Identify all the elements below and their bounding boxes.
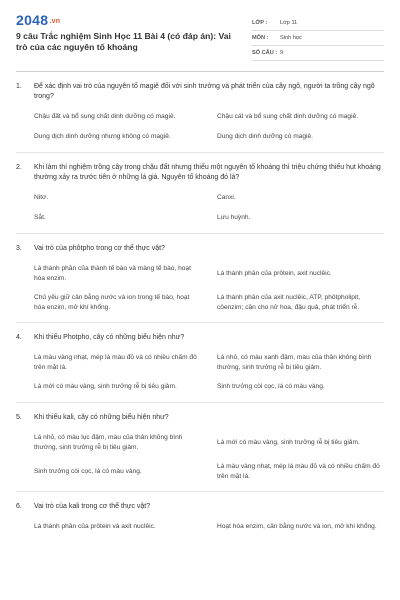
options — [16, 433, 384, 481]
question-divider — [16, 402, 384, 403]
option-d[interactable]: Lá màu vàng nhạt, mép lá màu đỏ và có nhiều chấm đỏ trên mặt lá. — [217, 463, 380, 480]
question-divider — [16, 233, 384, 234]
options — [16, 112, 384, 142]
page-header — [16, 12, 384, 61]
question-6 — [16, 502, 384, 532]
question-text: Vai trò của kali trong cơ thể thực vật? — [34, 503, 151, 510]
option-a[interactable]: Là thành phần của prôtein và axit nuclêic. — [34, 523, 156, 531]
question-stem — [16, 244, 384, 254]
question-text: Khi thiếu kali, cây có những biểu hiện như? — [34, 414, 169, 421]
option-a[interactable]: Lá màu vàng nhạt, mép lá màu đỏ và có nhiều chấm đỏ trên mặt lá. — [34, 354, 197, 371]
header-divider — [16, 71, 384, 72]
option-a[interactable]: Nitơ. — [34, 194, 49, 202]
logo-suffix: .vn — [49, 18, 61, 25]
meta-value: Sinh học — [280, 35, 302, 41]
logo-text: 2048 — [16, 12, 49, 28]
question-5 — [16, 413, 384, 492]
question-number: 5. — [16, 414, 22, 421]
question-number: 1. — [16, 83, 22, 90]
question-stem — [16, 502, 384, 512]
header-left — [16, 12, 236, 53]
meta-value: Lớp 11 — [280, 20, 298, 26]
question-text: Để xác định vai trò của nguyên tố magiê đối với sinh trưởng và phát triển của cây ngô, người ta trồng cây ngô trong? — [34, 83, 375, 100]
question-stem — [16, 82, 384, 102]
options — [16, 193, 384, 223]
question-3 — [16, 244, 384, 323]
question-text: Vai trò của phôtpho trong cơ thể thực vật? — [34, 245, 165, 252]
option-c[interactable]: Lá mới có màu vàng, sinh trưởng rễ bị tiêu giảm. — [34, 383, 177, 391]
question-text: Khi làm thí nghiệm trồng cây trong chậu đất nhưng thiếu một nguyên tố khoáng thì triệu chứng thiếu hụt khoáng thường xảy ra trước tiên ở những lá già. Nguyên tố khoáng đó là? — [34, 164, 381, 181]
option-a[interactable]: Là thành phần của thành tế bào và màng tế bào, hoạt hóa enzim. — [34, 265, 191, 282]
option-b[interactable]: Canxi. — [217, 194, 236, 202]
option-c[interactable]: Dung dịch dinh dưỡng nhưng không có magiê. — [34, 133, 171, 141]
option-b[interactable]: Lá mới có màu vàng, sinh trưởng rễ bị tiêu giảm. — [217, 438, 360, 446]
question-number: 3. — [16, 245, 22, 252]
meta-info — [252, 16, 384, 61]
meta-row-grade — [252, 16, 384, 31]
options — [16, 264, 384, 312]
meta-value: 9 — [280, 50, 284, 56]
meta-row-count — [252, 46, 384, 61]
meta-key: MÔN : — [252, 35, 269, 41]
options — [16, 522, 384, 532]
option-d[interactable]: Lưu huỳnh. — [217, 214, 251, 222]
document-title: 9 câu Trắc nghiệm Sinh Học 11 Bài 4 (có đáp án): Vai trò của các nguyên tố khoáng — [16, 31, 231, 52]
question-stem — [16, 333, 384, 343]
question-divider — [16, 152, 384, 153]
question-text: Khi thiếu Photpho, cây có những biểu hiện như? — [34, 334, 185, 341]
option-b[interactable]: Hoạt hóa enzim, cân bằng nước và ion, mở khí khổng. — [217, 523, 377, 531]
option-b[interactable]: Lá nhỏ, có màu xanh đậm, màu của thân không bình thường, sinh trưởng rễ bị tiêu giảm. — [217, 354, 372, 371]
question-number: 6. — [16, 503, 22, 510]
question-divider — [16, 491, 384, 492]
option-a[interactable]: Lá nhỏ, có màu lục đậm, màu của thân không bình thường, sinh trưởng rễ bị tiêu giảm. — [34, 434, 183, 451]
option-c[interactable]: Sinh trưởng còi cọc, lá có màu vàng. — [34, 467, 142, 475]
option-d[interactable]: Là thành phần của axit nuclêic, ATP, phôtpholipit, côenzim; cần cho nở hoa, đậu quả, phát triển rễ. — [217, 294, 361, 311]
question-1 — [16, 82, 384, 153]
meta-row-subject — [252, 31, 384, 46]
question-divider — [16, 322, 384, 323]
question-number: 4. — [16, 334, 22, 341]
option-a[interactable]: Chậu đất và bổ sung chất dinh dưỡng có magiê. — [34, 113, 176, 121]
question-4 — [16, 333, 384, 403]
option-b[interactable]: Chậu cát và bổ sung chất dinh dưỡng có magiê. — [217, 113, 359, 121]
meta-key: LỚP : — [252, 20, 268, 26]
option-d[interactable]: Dung dịch dinh dưỡng có magiê. — [217, 133, 313, 141]
question-2 — [16, 163, 384, 234]
site-logo[interactable] — [16, 12, 236, 28]
meta-key: SỐ CÂU : — [252, 50, 278, 56]
question-number: 2. — [16, 164, 22, 171]
question-stem — [16, 163, 384, 183]
options — [16, 353, 384, 392]
option-c[interactable]: Chủ yếu giữ cân bằng nước và ion trong tế bào, hoạt hóa enzim, mở khí khổng. — [34, 294, 190, 311]
option-c[interactable]: Sắt. — [34, 214, 46, 222]
option-d[interactable]: Sinh trưởng còi cọc, lá có màu vàng. — [217, 383, 325, 391]
option-b[interactable]: Là thành phần của prôtein, axit nuclêic. — [217, 269, 332, 277]
question-stem — [16, 413, 384, 423]
